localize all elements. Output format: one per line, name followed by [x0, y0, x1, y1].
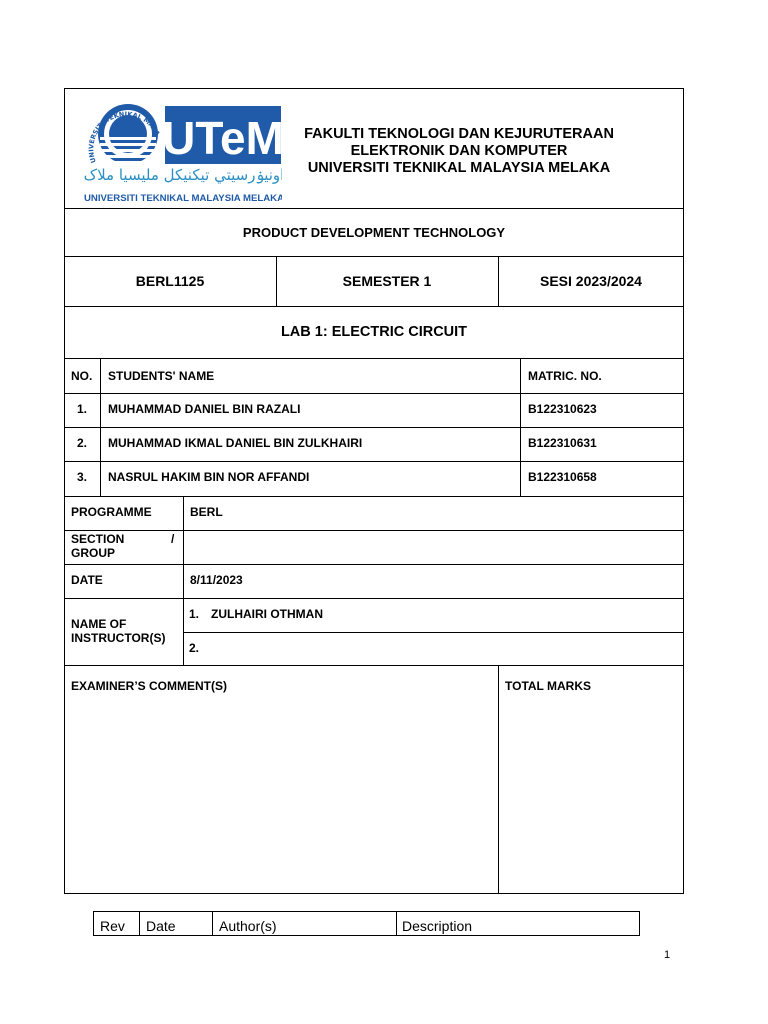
revision-header-date: Date: [146, 918, 176, 934]
divider: [520, 358, 521, 496]
divider: [64, 393, 684, 394]
student-no: 1.: [77, 402, 88, 416]
revision-header-authors: Author(s): [219, 918, 277, 934]
header-matric-no: MATRIC. NO.: [528, 369, 602, 383]
student-matric: B122310623: [528, 402, 597, 416]
programme-label: PROGRAMME: [71, 505, 152, 519]
divider: [64, 530, 684, 531]
divider: [64, 598, 684, 599]
divider: [64, 256, 684, 257]
faculty-line-1: FAKULTI TEKNOLOGI DAN KEJURUTERAAN: [304, 126, 614, 142]
student-no: 3.: [77, 470, 88, 484]
student-name: MUHAMMAD IKMAL DANIEL BIN ZULKHAIRI: [108, 436, 363, 450]
student-matric: B122310658: [528, 470, 597, 484]
divider: [100, 358, 101, 496]
divider: [64, 358, 684, 359]
page-number: 1: [664, 949, 671, 961]
student-no: 2.: [77, 436, 88, 450]
utem-emblem-icon: [84, 96, 282, 208]
student-name: MUHAMMAD DANIEL BIN RAZALI: [108, 402, 301, 416]
section-label-slash: /: [171, 532, 175, 546]
divider: [183, 632, 684, 633]
programme-value: BERL: [190, 505, 223, 519]
date-value: 8/11/2023: [190, 573, 243, 587]
revision-table: [93, 911, 640, 936]
divider: [64, 665, 684, 666]
semester: SEMESTER 1: [342, 273, 432, 289]
header-students-name: STUDENTS' NAME: [108, 369, 215, 383]
instructor-1-name: ZULHAIRI OTHMAN: [211, 607, 323, 621]
course-title: PRODUCT DEVELOPMENT TECHNOLOGY: [242, 225, 506, 240]
utem-logo: [84, 96, 282, 208]
instructor-1-number: 1.: [189, 607, 200, 621]
session: SESI 2023/2024: [540, 273, 642, 289]
divider: [64, 461, 684, 462]
revision-header-rev: Rev: [100, 918, 125, 934]
student-matric: B122310631: [528, 436, 597, 450]
student-name: NASRUL HAKIM BIN NOR AFFANDI: [108, 470, 310, 484]
divider: [64, 427, 684, 428]
revision-header-description: Description: [402, 918, 473, 934]
divider: [498, 665, 499, 894]
instructor-label-2: INSTRUCTOR(S): [71, 631, 166, 645]
instructor-label: NAME OF: [71, 617, 127, 631]
divider: [183, 496, 184, 665]
logo-jawi-text: اونيۏرسيتي تيکنيکل مليسيا ملاک: [84, 166, 282, 184]
date-label: DATE: [71, 573, 103, 587]
lab-title: LAB 1: ELECTRIC CIRCUIT: [280, 324, 468, 340]
logo-arc-text: UNIVERSITI TEKNIKAL MALA: [87, 110, 162, 165]
logo-caption: UNIVERSITI TEKNIKAL MALAYSIA MELAKA: [84, 193, 282, 204]
divider: [64, 208, 684, 209]
faculty-line-2: ELEKTRONIK DAN KOMPUTER: [350, 143, 568, 159]
examiner-comments-label: EXAMINER’S COMMENT(S): [71, 679, 227, 693]
faculty-line-3: UNIVERSITI TEKNIKAL MALAYSIA MELAKA: [307, 160, 611, 176]
header-no: NO.: [71, 369, 93, 383]
total-marks-label: TOTAL MARKS: [505, 679, 591, 693]
section-label: SECTION: [71, 532, 125, 546]
divider: [64, 496, 684, 497]
group-label: GROUP: [71, 546, 116, 560]
course-code: BERL1125: [135, 273, 205, 289]
divider: [64, 306, 684, 307]
instructor-2-number: 2.: [189, 641, 200, 655]
logo-wordmark: UTeM: [162, 112, 282, 164]
divider: [64, 564, 684, 565]
